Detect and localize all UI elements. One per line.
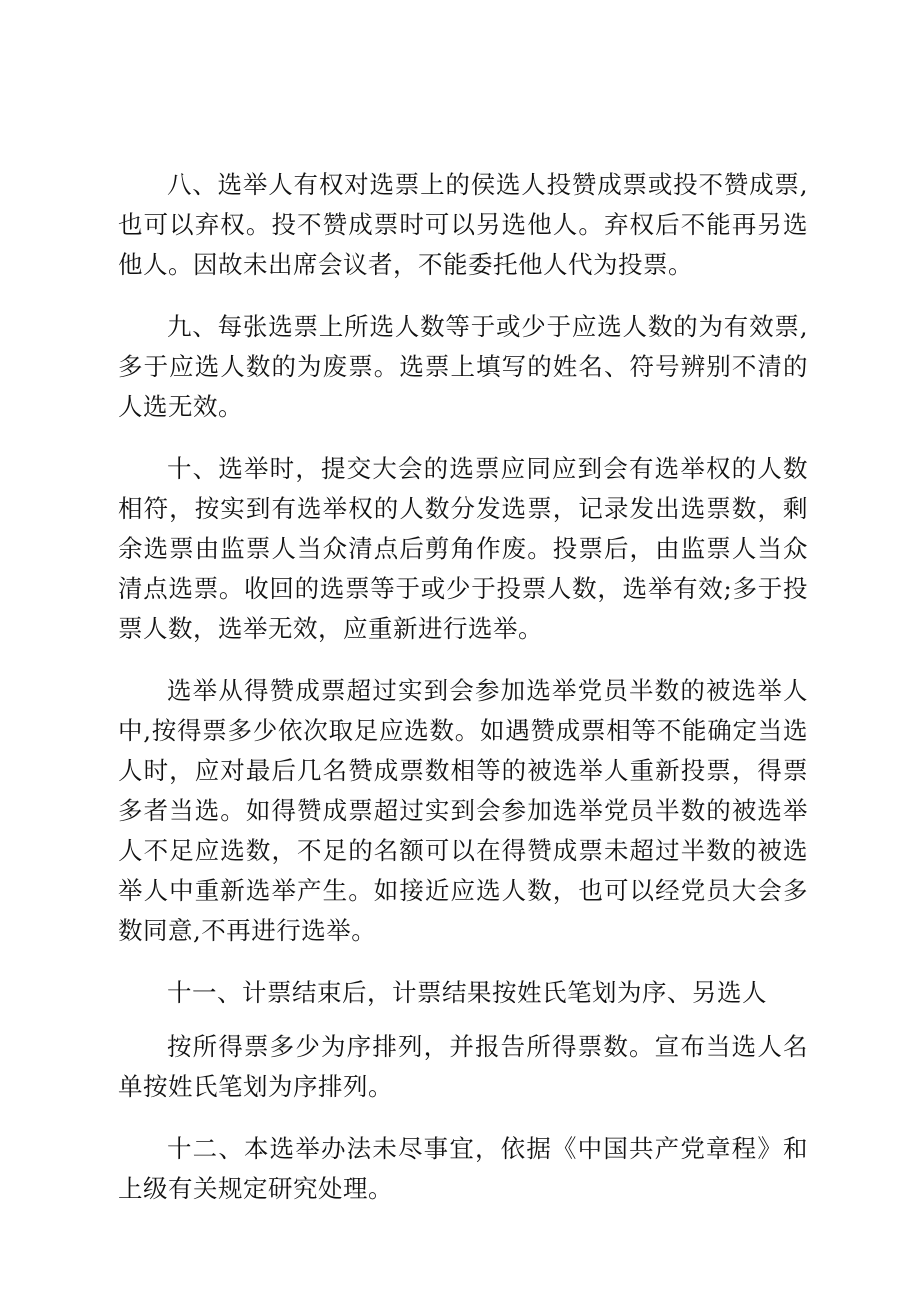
document-body bbox=[118, 165, 808, 1231]
paragraph-12-supplementary: 十二、本选举办法未尽事宜，依据《中国共产党章程》和上级有关规定研究处理。 bbox=[118, 1134, 808, 1203]
paragraph-election-rules: 选举从得赞成票超过实到会参加选举党员半数的被选举人中,按得票多少依次取足应选数。如遇赞成票相等不能确定当选人时，应对最后几名赞成票数相等的被选举人重新投票，得票多者当选。如得赞成票超过实到会参加选举党员半数的被选举人不足应选数，不足的名额可以在得赞成票未超过半数的被选举人中重新选举产生。如接近应选人数，也可以经党员大会多数同意,不再进行选举。 bbox=[118, 676, 808, 945]
paragraph-8-voting-rights: 八、选举人有权对选票上的侯选人投赞成票或投不赞成票,也可以弃权。投不赞成票时可以另选他人。弃权后不能再另选他人。因故未出席会议者，不能委托他人代为投票。 bbox=[118, 170, 808, 279]
paragraph-10-ballot-counting: 十、选举时，提交大会的选票应同应到会有选举权的人数相符，按实到有选举权的人数分发选票，记录发出选票数，剩余选票由监票人当众清点后剪角作废。投票后，由监票人当众清点选票。收回的选票等于或少于投票人数，选举有效;多于投票人数，选举无效，应重新进行选举。 bbox=[118, 454, 808, 643]
paragraph-9-valid-ballots: 九、每张选票上所选人数等于或少于应选人数的为有效票,多于应选人数的为废票。选票上填写的姓名、符号辨别不清的人选无效。 bbox=[118, 312, 808, 421]
paragraph-11-continuation: 按所得票多少为序排列，并报告所得票数。宣布当选人名单按姓氏笔划为序排列。 bbox=[118, 1032, 808, 1101]
paragraph-11-count-results: 十一、计票结束后，计票结果按姓氏笔划为序、另选人 bbox=[167, 978, 767, 1007]
